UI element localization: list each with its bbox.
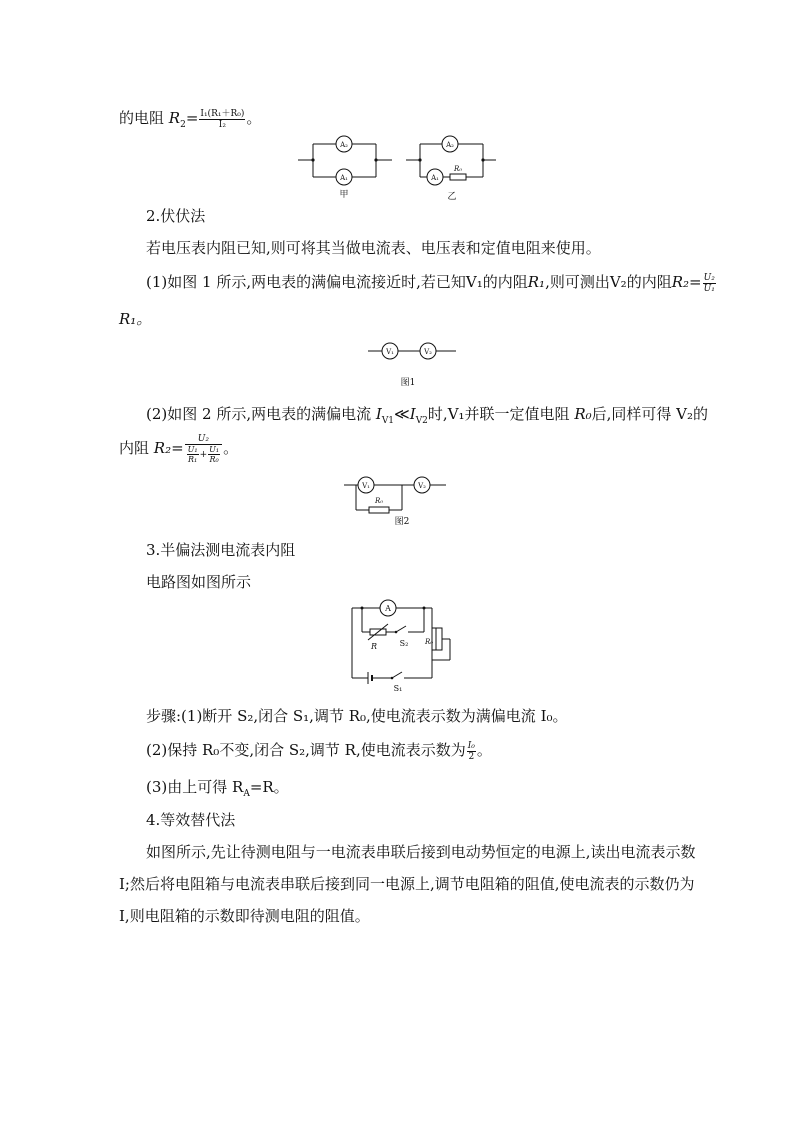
section4-line2: I;然后将电阻箱与电流表串联后接到同一电源上,调节电阻箱的阻值,使电流表的示数仍为	[119, 875, 695, 893]
inner-frac-2	[208, 445, 220, 464]
num: I₀	[467, 740, 475, 751]
den: 2	[468, 751, 475, 762]
r2: R₂=	[153, 439, 184, 457]
switch-s1-label: S₁	[393, 684, 403, 693]
meter-a2-label: A₂	[340, 141, 348, 149]
fraction-complex	[185, 434, 222, 464]
paragraph-1-line2	[119, 309, 151, 329]
ll: ≪	[394, 405, 410, 423]
num: U₂	[703, 272, 715, 283]
t1: (2)如图 2 所示,两电表的满偏电流	[146, 405, 376, 423]
d: R₁	[188, 455, 198, 464]
switch-s2-label: S₂	[399, 639, 409, 648]
den	[185, 445, 222, 464]
r2: R₂=	[671, 273, 702, 291]
n: U₁	[209, 445, 220, 454]
num: U₂	[185, 434, 222, 445]
var-r: R	[168, 109, 181, 127]
fraction-u2-u1	[703, 273, 716, 294]
eq: =	[185, 109, 199, 127]
paragraph-1-line1	[146, 272, 717, 294]
step-3	[146, 777, 289, 804]
i-v1: I	[375, 405, 382, 423]
paragraph-2-line2	[119, 434, 238, 464]
meter-a1-label-b: A₁	[431, 174, 439, 182]
step-2	[146, 740, 492, 762]
caption-fig2: 图2	[394, 517, 410, 527]
inner-frac-1	[187, 445, 199, 464]
r0: R₀	[574, 405, 592, 423]
plus: +	[199, 450, 208, 460]
end: 。	[246, 109, 262, 127]
resistor-r0-label: R₀	[453, 165, 463, 173]
den: U₁	[703, 283, 715, 294]
v1: V₁	[465, 273, 483, 291]
v2: V₂	[609, 273, 627, 291]
t2: 时,V₁并联一定值电阻	[427, 405, 575, 423]
paragraph-2-line1	[146, 404, 708, 431]
t: (3)由上可得 R	[146, 778, 244, 796]
t3: 后,同样可得 V₂的	[591, 405, 709, 423]
d: R₀	[209, 455, 219, 464]
fraction	[199, 109, 245, 130]
end: 。	[223, 439, 239, 457]
meter-a2-label-b: A₂	[446, 141, 454, 149]
section-intro-3: 电路图如图所示	[146, 573, 252, 591]
t2: 的内阻	[482, 273, 528, 291]
sub: 2	[180, 120, 186, 130]
meter-v2-label: V₂	[424, 348, 432, 356]
rheostat-r-label: R	[370, 642, 378, 651]
t3: ,则可测出	[545, 273, 610, 291]
section-heading-3: 3.半偏法测电流表内阻	[146, 541, 296, 559]
fraction-i0-2	[467, 741, 476, 762]
caption-fig1: 图1	[400, 378, 416, 388]
numerator: I₁(R₁＋R₀)	[200, 108, 245, 119]
t4: 的内阻	[626, 273, 672, 291]
section-intro-2: 若电压表内阻已知,则可将其当做电流表、电压表和定值电阻来使用。	[146, 239, 601, 257]
tail: R₁。	[119, 310, 152, 328]
meter-v1-label: V₁	[362, 482, 370, 490]
section4-line3: I,则电阻箱的示数即待测电阻的阻值。	[119, 907, 370, 925]
t: 内阻	[119, 439, 154, 457]
resistor-r0-label: R₀	[424, 638, 434, 646]
caption-yi: 乙	[447, 192, 457, 202]
i-v2: I	[409, 405, 416, 423]
end: =R。	[249, 778, 289, 796]
sub: A	[243, 789, 250, 799]
meter-v1-label: V₁	[386, 348, 394, 356]
section-heading-2: 2.伏伏法	[146, 207, 206, 225]
step-1: 步骤:(1)断开 S₂,闭合 S₁,调节 R₀,使电流表示数为满偏电流 I₀。	[146, 707, 568, 725]
figure-half-deflection	[340, 598, 460, 694]
figure-jia-yi	[296, 134, 500, 202]
n: U₁	[187, 445, 198, 454]
denominator: I₂	[218, 119, 226, 130]
r1: R₁	[527, 273, 546, 291]
formula-line-r2	[119, 108, 261, 135]
sub-v2: V2	[415, 416, 428, 426]
t1: (1)如图 1 所示,两电表的满偏电流接近时,若已知	[146, 273, 466, 291]
sub-v1: V1	[381, 416, 395, 426]
section4-line1: 如图所示,先让待测电阻与一电流表串联后接到电动势恒定的电源上,读出电流表示数	[146, 843, 696, 861]
t: (2)保持 R₀不变,闭合 S₂,调节 R,使电流表示数为	[146, 741, 466, 759]
end: 。	[476, 741, 492, 759]
caption-jia: 甲	[339, 190, 349, 200]
meter-a-label: A	[385, 604, 391, 613]
figure-1	[366, 340, 460, 390]
section-heading-4: 4.等效替代法	[146, 811, 236, 829]
resistor-r0-label: R₀	[374, 497, 384, 505]
figure-2	[342, 474, 450, 530]
meter-v2-label: V₂	[418, 482, 426, 490]
text: 的电阻	[119, 109, 169, 127]
meter-a1-label: A₁	[340, 174, 348, 182]
